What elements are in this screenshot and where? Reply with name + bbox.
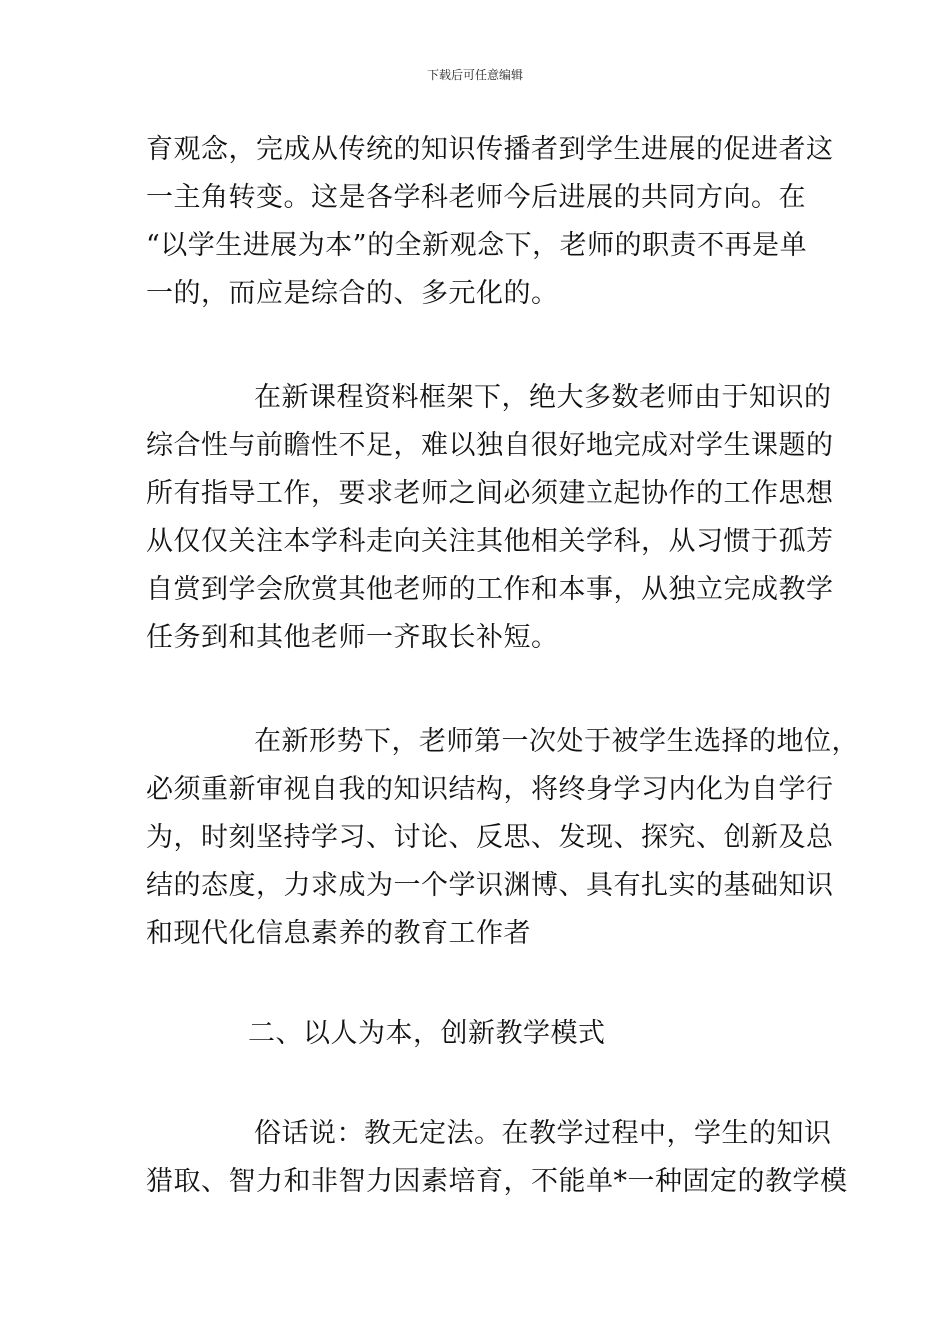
text-line: 自赏到学会欣赏其他老师的工作和本事，从独立完成教学	[146, 574, 834, 605]
text-line: 任务到和其他老师一齐取长补短。	[146, 622, 559, 653]
text-line: 必须重新审视自我的知识结构，将终身学习内化为自学行	[146, 774, 834, 805]
text-line: 从仅仅关注本学科走向关注其他相关学科，从习惯于孤芳	[146, 526, 834, 557]
heading-line: 二、以人为本，创新教学模式	[248, 1018, 606, 1049]
text-line: 综合性与前瞻性不足，难以独自很好地完成对学生课题的	[146, 430, 834, 461]
text-line: 在新形势下，老师第一次处于被学生选择的地位，	[254, 726, 859, 757]
section-heading	[146, 1010, 816, 1058]
page-header: 下载后可任意编辑	[426, 68, 523, 82]
paragraph-gap	[146, 958, 816, 1010]
paragraph	[146, 126, 834, 318]
text-line: 和现代化信息素养的教育工作者	[146, 918, 531, 949]
text-line: 一的，而应是综合的、多元化的。	[146, 278, 559, 309]
paragraph	[146, 1110, 848, 1206]
text-line: 猎取、智力和非智力因素培育，不能单*一种固定的教学模	[146, 1166, 848, 1197]
paragraph	[146, 374, 834, 662]
text-line: 为，时刻坚持学习、讨论、反思、发现、探究、创新及总	[146, 822, 834, 853]
paragraph	[146, 718, 859, 958]
text-line: 在新课程资料框架下，绝大多数老师由于知识的	[254, 382, 832, 413]
document-body	[146, 126, 859, 1206]
text-line: “以学生进展为本”的全新观念下，老师的职责不再是单	[146, 230, 808, 261]
paragraph-gap	[146, 318, 816, 374]
paragraph-gap	[146, 662, 816, 718]
paragraph-gap	[146, 1058, 816, 1110]
text-line: 一主角转变。这是各学科老师今后进展的共同方向。在	[146, 182, 806, 213]
text-line: 俗话说：教无定法。在教学过程中，学生的知识	[254, 1118, 832, 1149]
text-line: 所有指导工作，要求老师之间必须建立起协作的工作思想	[146, 478, 834, 509]
text-line: 育观念，完成从传统的知识传播者到学生进展的促进者这	[146, 134, 834, 165]
text-line: 结的态度，力求成为一个学识渊博、具有扎实的基础知识	[146, 870, 834, 901]
